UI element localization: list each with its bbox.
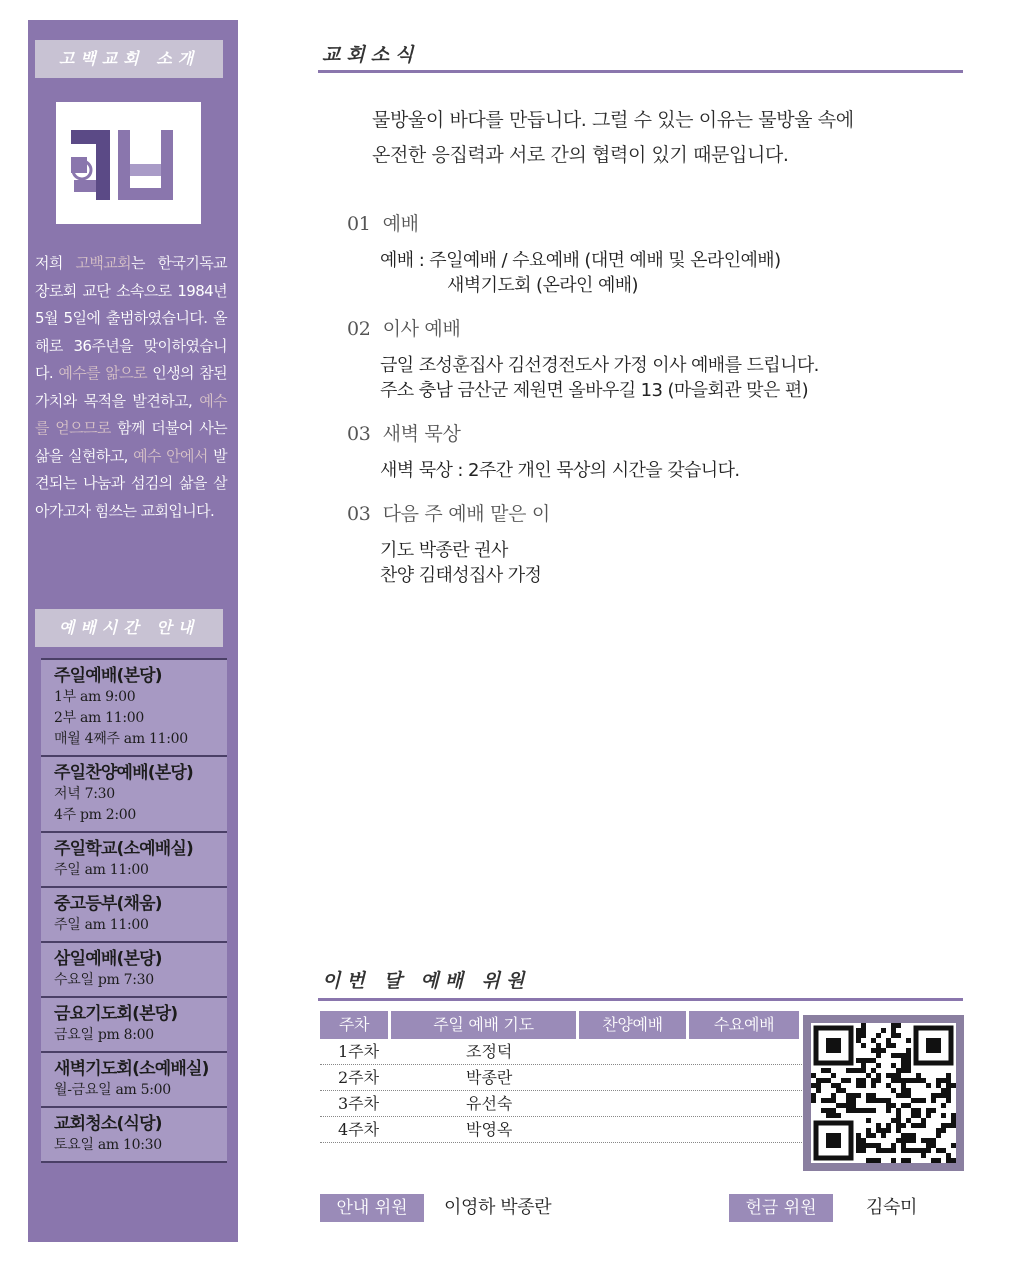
church-logo-icon <box>56 102 201 224</box>
news-item-title: 새벽 묵상 <box>382 423 461 445</box>
worship-title: 이번 달 예배 위원 <box>322 970 531 992</box>
intro-text: 발견되는 나눔과 섬김의 삶을 살아가고자 힘쓰는 교회입니다. <box>35 446 227 520</box>
qr-code <box>803 1015 964 1171</box>
news-item <box>347 208 947 298</box>
table-cell <box>579 1117 689 1142</box>
col-week: 주차 <box>320 1011 388 1039</box>
schedule-item <box>41 755 227 831</box>
schedule-time: 저녁 7:30 <box>54 786 115 802</box>
schedule-time: 주일 am 11:00 <box>54 917 149 933</box>
news-item-body <box>347 248 947 298</box>
table-cell: 4주차 <box>338 1120 380 1139</box>
guide-value: 이영하 박종란 <box>444 1197 552 1218</box>
news-item-heading <box>347 418 947 450</box>
news-item-title: 예배 <box>382 213 419 235</box>
schedule-time: 4주 pm 2:00 <box>54 807 137 823</box>
table-row <box>320 1091 804 1117</box>
news-title: 교회소식 <box>322 44 420 66</box>
table-cell: 1주차 <box>338 1042 380 1061</box>
table-cell <box>689 1117 799 1142</box>
news-item <box>347 313 947 403</box>
worship-table <box>320 1011 804 1143</box>
schedule-title: 주일학교(소예배실) <box>54 839 193 859</box>
news-item-line: 찬양 김태성집사 가정 <box>380 565 542 586</box>
table-cell <box>689 1065 799 1090</box>
worship-divider <box>318 998 963 1001</box>
table-cell <box>579 1039 689 1064</box>
news-item-number: 02 <box>347 318 371 340</box>
intro-text: 인생의 참된 가치와 목적을 발견하고, <box>35 364 227 410</box>
col-wednesday: 수요예배 <box>689 1011 799 1039</box>
intro-highlight: 고백교회 <box>75 254 131 272</box>
table-cell: 박영옥 <box>466 1120 513 1139</box>
table-cell: 3주차 <box>338 1094 380 1113</box>
news-list <box>347 208 947 603</box>
news-item-body <box>347 353 947 403</box>
schedule-time: 금요일 pm 8:00 <box>54 1027 154 1043</box>
news-item-number: 03 <box>347 423 371 445</box>
schedule-title: 삼일예배(본당) <box>54 949 162 969</box>
news-item-line: 새벽 묵상 : 2주간 개인 묵상의 시간을 갖습니다. <box>380 460 740 481</box>
schedule-title: 주일예배(본당) <box>54 666 162 686</box>
schedule-item <box>41 1106 227 1163</box>
schedule-item <box>41 831 227 886</box>
schedule-time: 주일 am 11:00 <box>54 862 149 878</box>
news-item-line: 새벽기도회 (온라인 예배) <box>447 275 638 296</box>
qr-code-icon <box>811 1023 956 1163</box>
table-row <box>320 1039 804 1065</box>
schedule-title: 교회청소(식당) <box>54 1114 162 1134</box>
intro-highlight: 예수 안에서 <box>133 446 208 465</box>
schedule-item <box>41 941 227 996</box>
table-cell: 조정덕 <box>466 1042 513 1061</box>
schedule-item <box>41 886 227 941</box>
schedule-time: 매월 4째주 am 11:00 <box>54 731 188 747</box>
schedule-header: 예배시간 안내 <box>35 609 223 647</box>
intro-text: 저희 <box>35 254 76 272</box>
news-item-line: 기도 박종란 권사 <box>380 540 508 561</box>
schedule-item <box>41 658 227 755</box>
news-divider <box>318 70 963 73</box>
col-prayer: 주일 예배 기도 <box>391 1011 576 1039</box>
table-cell: 박종란 <box>466 1068 513 1087</box>
news-item-title: 이사 예배 <box>382 318 461 340</box>
news-intro-line: 온전한 응집력과 서로 간의 협력이 있기 때문입니다. <box>372 144 789 166</box>
schedule-time: 월-금요일 am 5:00 <box>54 1082 171 1098</box>
intro-highlight: 예수를 얻으므로 <box>35 391 227 437</box>
news-item-line: 금일 조성훈집사 김선경전도사 가정 이사 예배를 드립니다. <box>380 355 819 376</box>
table-cell: 2주차 <box>338 1068 380 1087</box>
news-item-heading <box>347 313 947 345</box>
schedule-item <box>41 1051 227 1106</box>
news-item-heading <box>347 498 947 530</box>
offering-value: 김숙미 <box>866 1197 917 1218</box>
intro-text: 는 한국기독교 장로회 교단 소속으로 1984년 5월 5일에 출범하였습니다. 올해로 36주년을 맞이하였습니다. <box>35 254 227 382</box>
news-intro <box>372 103 952 173</box>
news-item-heading <box>347 208 947 240</box>
news-item-number: 01 <box>347 213 371 235</box>
schedule-title: 금요기도회(본당) <box>54 1004 178 1024</box>
intro-text: 함께 더불어 사는 삶을 실현하고, <box>35 419 227 465</box>
table-cell <box>689 1091 799 1116</box>
news-item <box>347 498 947 588</box>
schedule-time: 토요일 am 10:30 <box>54 1137 162 1153</box>
offering-label: 헌금 위원 <box>729 1194 833 1222</box>
schedule-time: 1부 am 9:00 <box>54 689 136 705</box>
church-logo <box>56 102 201 224</box>
intro-highlight: 예수를 앎으로 <box>58 364 147 382</box>
worship-schedule <box>41 658 227 1163</box>
schedule-time: 수요일 pm 7:30 <box>54 972 154 988</box>
news-item-body <box>347 538 947 588</box>
news-item-title: 다음 주 예배 맡은 이 <box>382 503 550 525</box>
schedule-title: 중고등부(채움) <box>54 894 162 914</box>
intro-header: 고백교회 소개 <box>35 40 223 78</box>
table-cell <box>579 1065 689 1090</box>
table-cell: 유선숙 <box>466 1094 513 1113</box>
news-item-line: 주소 충남 금산군 제원면 올바우길 13 (마을회관 맞은 편) <box>380 380 809 401</box>
news-intro-line: 물방울이 바다를 만듭니다. 그럴 수 있는 이유는 물방울 속에 <box>372 109 854 131</box>
schedule-time: 2부 am 11:00 <box>54 710 144 726</box>
guide-label: 안내 위원 <box>320 1194 424 1222</box>
news-item <box>347 418 947 483</box>
table-row <box>320 1065 804 1091</box>
news-item-body <box>347 458 947 483</box>
table-cell <box>579 1091 689 1116</box>
church-intro-text <box>35 250 227 525</box>
col-praise: 찬양예배 <box>579 1011 686 1039</box>
sidebar <box>28 20 238 1242</box>
news-item-number: 03 <box>347 503 371 525</box>
news-item-line: 예배 : 주일예배 / 수요예배 (대면 예배 및 온라인예배) <box>380 250 781 271</box>
table-row <box>320 1117 804 1143</box>
table-header <box>320 1011 804 1039</box>
schedule-item <box>41 996 227 1051</box>
schedule-title: 주일찬양예배(본당) <box>54 763 193 783</box>
schedule-title: 새벽기도회(소예배실) <box>54 1059 209 1079</box>
table-cell <box>689 1039 799 1064</box>
